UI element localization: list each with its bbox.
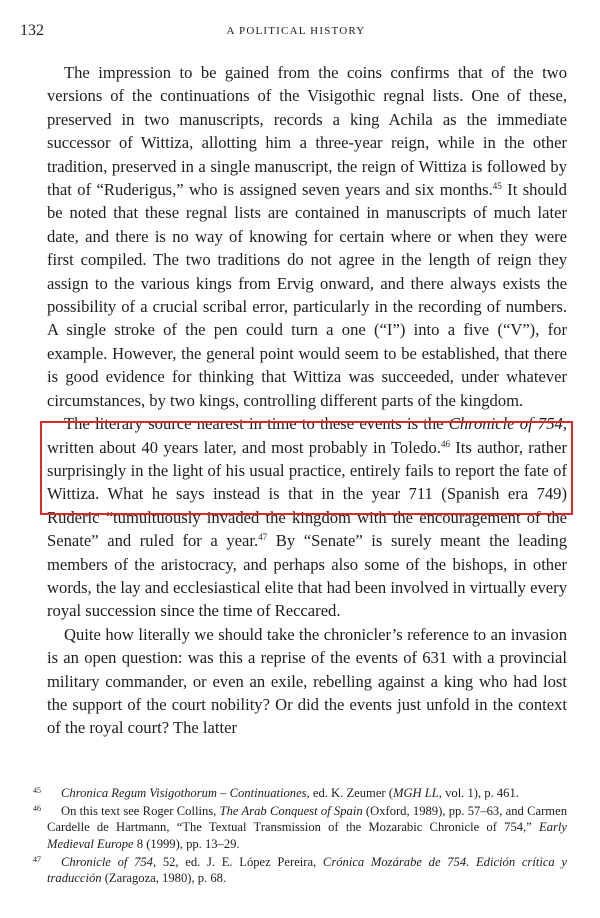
page-header xyxy=(20,22,572,42)
text-run: , vol. 1), p. 461. xyxy=(438,786,519,800)
text-run: 8 (1999), pp. 13–29. xyxy=(133,836,240,851)
text-run: , 52, ed. J. E. López Pereira, xyxy=(152,854,323,869)
italic-text: Crónica Mozárabe de 754. Edición crítica y traducción xyxy=(47,854,567,886)
italic-text: Chronica Regum Visigothorum – Continuationes xyxy=(61,786,307,800)
italic-text: Chronicle of 754 xyxy=(448,414,563,434)
running-head: A POLITICAL HISTORY xyxy=(226,25,366,37)
footnote-number: 47 xyxy=(33,854,41,864)
body-text xyxy=(47,61,567,740)
footnote-45 xyxy=(33,783,567,801)
footnotes xyxy=(33,783,567,886)
paragraph-1 xyxy=(47,61,567,412)
page-number: 132 xyxy=(20,22,44,39)
paragraph-2 xyxy=(47,412,567,623)
text-run: Quite how literally we should take the chronicler’s reference to an invasion is an open question: was this a reprise of the events of 631 with a provincial military commander, or even an exile, rebelling against a king who had lost the support of the court nobility? Or did the events just unfold in the context of the royal court? The latter xyxy=(47,624,567,738)
footnote-ref: 46 xyxy=(440,438,450,449)
italic-text: The Arab Conquest of Spain xyxy=(219,804,363,819)
text-run: Its author, rather surprisingly in the light of his usual practice, entirely fails to report the fate of Wittiza. What he says instead is that in the year 711 (Spanish era 749) Ruderic “tumultuously invaded the kingdom with the encouragement of the Senate” and ruled for a year. xyxy=(47,437,567,551)
text-run: It should be noted that these regnal lists are contained in manuscripts of much later date, and there is no way of knowing for certain where or when they were first compiled. The two traditions do not agree in the length of reign they assign to the various kings from Ervig onward, and there always exists the possibility of a crucial scribal error, particularly in the recording of numbers. A single stroke of the pen could turn a one (“I”) into a five (“V”), for example. However, the general point would seem to be established, that there is good evidence for thinking that Wittiza was succeeded, under whatever circumstances, by two kings, controlling different parts of the kingdom. xyxy=(47,180,567,410)
footnote-number: 45 xyxy=(33,786,41,795)
italic-text: Early Medieval Europe xyxy=(47,820,567,851)
text-run: (Oxford, 1989), pp. 57–63, and Carmen Cardelle de Hartmann, “The Textual Transmission of the Mozarabic Chronicle of 754,” xyxy=(47,804,567,835)
text-run: By “Senate” is surely meant the leading members of the aristocracy, and perhaps also some of the bishops, in other words, the lay and ecclesiastical elite that had been involved in virtually every royal succession since the time of Reccared. xyxy=(47,531,567,621)
italic-text: Chronicle of 754 xyxy=(61,854,153,869)
footnote-ref: 45 xyxy=(492,181,502,192)
text-run: (Zaragoza, 1980), p. 68. xyxy=(101,871,227,886)
footnote-47 xyxy=(33,852,567,886)
text-run: , written about 40 years later, and most probably in Toledo. xyxy=(47,414,567,457)
footnote-ref: 47 xyxy=(258,532,268,543)
text-run: The impression to be gained from the coins confirms that of the two versions of the continuations of the Visigothic regnal lists. One of these, preserved in two manuscripts, records a king Achila as the immediate successor of Wittiza, allotting him a three-year reign, while in the other tradition, preserved in a single manuscript, the reign of Wittiza is followed by that of “Ruderigus,” who is assigned seven years and six months. xyxy=(47,63,567,200)
paragraph-3 xyxy=(47,623,567,740)
footnote-number: 46 xyxy=(33,804,41,814)
text-run: The literary source nearest in time to these events is the xyxy=(64,414,449,434)
italic-text: MGH LL xyxy=(392,786,439,800)
text-run: On this text see Roger Collins, xyxy=(61,804,220,819)
text-run: , ed. K. Zeumer ( xyxy=(306,786,393,800)
footnote-46 xyxy=(33,801,567,852)
